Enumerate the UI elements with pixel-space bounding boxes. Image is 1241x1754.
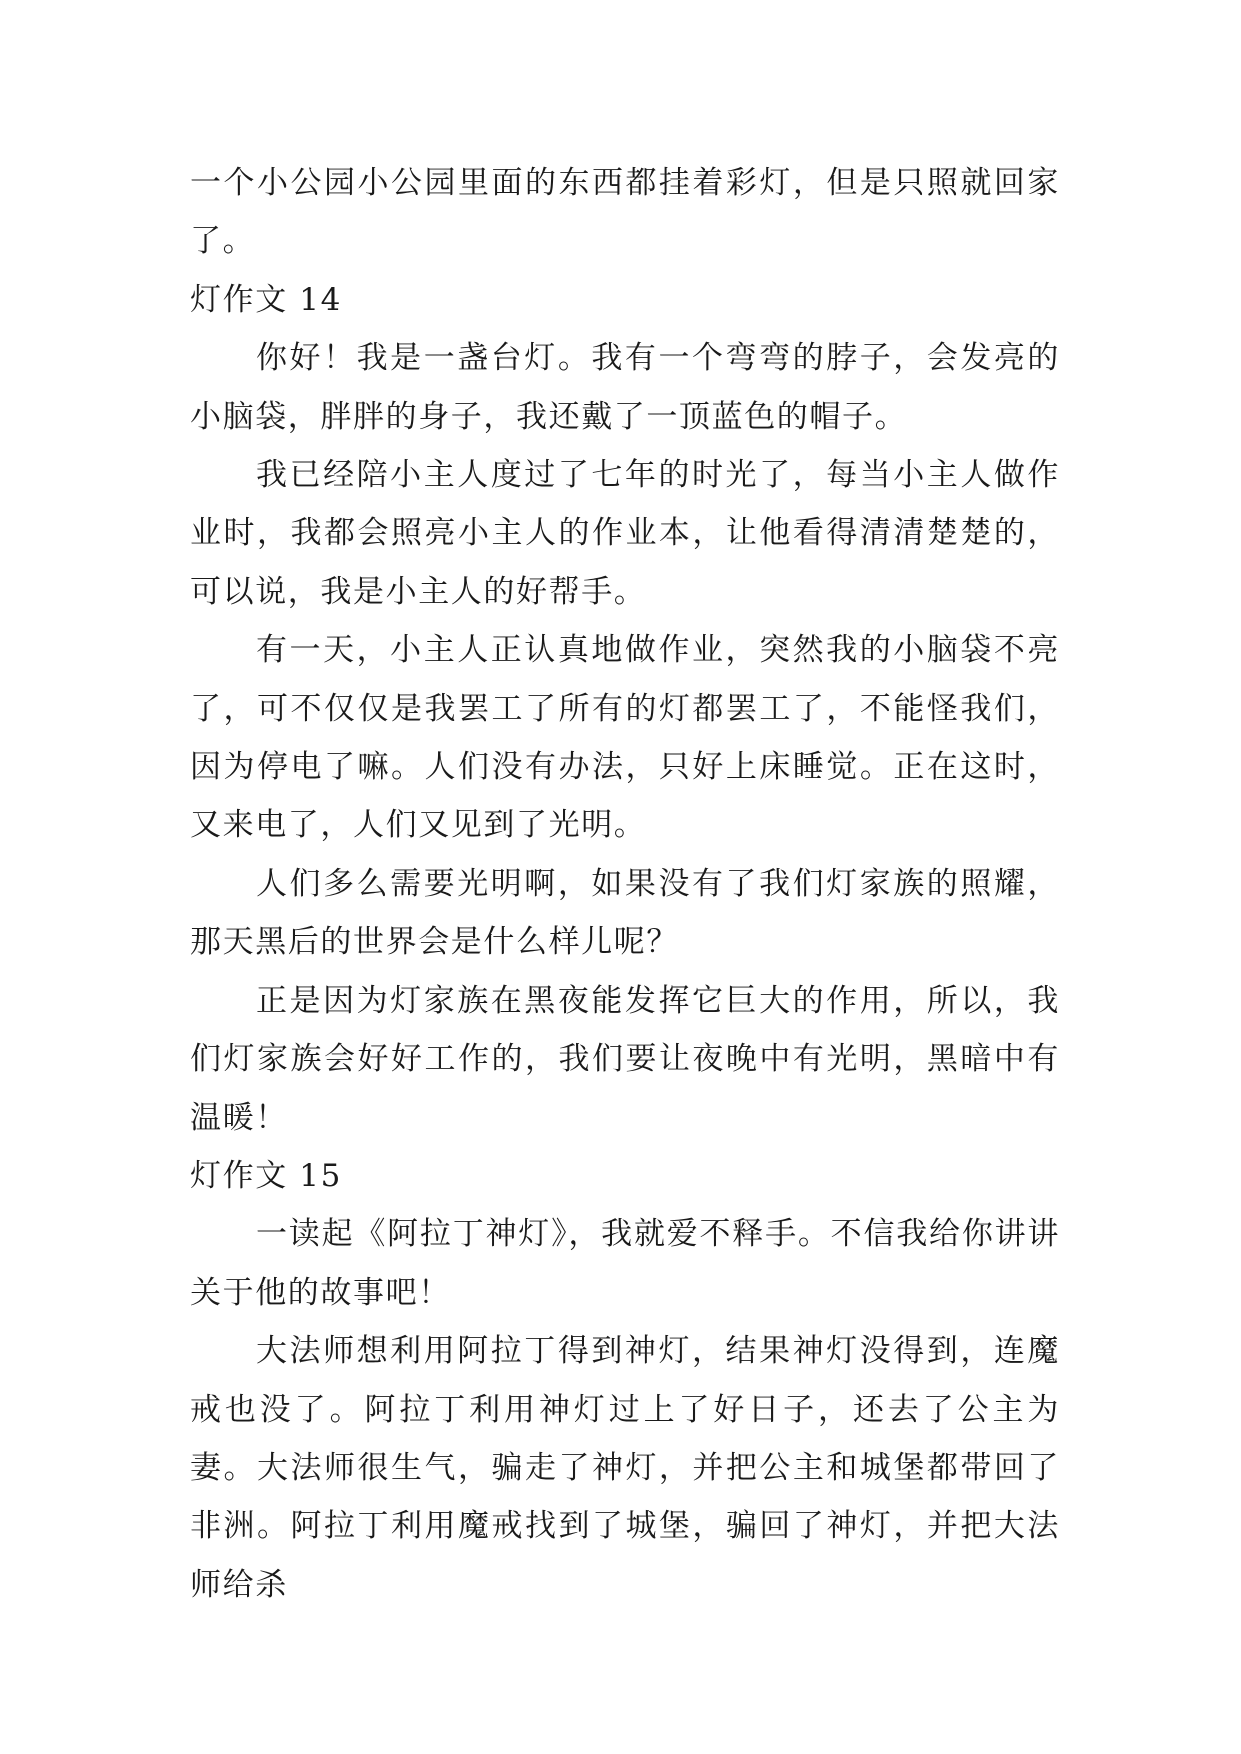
paragraph: 正是因为灯家族在黑夜能发挥它巨大的作用，所以，我们灯家族会好好工作的，我们要让夜晚中有光明，黑暗中有温暖！: [190, 982, 1060, 1136]
paragraph: 大法师想利用阿拉丁得到神灯，结果神灯没得到，连魔戒也没了。阿拉丁利用神灯过上了好日子，还去了公主为妻。大法师很生气，骗走了神灯，并把公主和城堡都带回了非洲。阿拉丁利用魔戒找到了城堡，骗回了神灯，并把大法师给杀: [190, 1333, 1060, 1603]
paragraph: 你好！我是一盏台灯。我有一个弯弯的脖子，会发亮的小脑袋，胖胖的身子，我还戴了一顶蓝色的帽子。: [190, 340, 1060, 435]
paragraph: 我已经陪小主人度过了七年的时光了，每当小主人做作业时，我都会照亮小主人的作业本，让他看得清清楚楚的，可以说，我是小主人的好帮手。: [190, 457, 1060, 610]
section-heading: 灯作文 15: [190, 1157, 342, 1194]
paragraph: 一读起《阿拉丁神灯》，我就爱不释手。不信我给你讲讲关于他的故事吧！: [190, 1216, 1060, 1311]
document-body: [190, 154, 1060, 1614]
paragraph: 有一天，小主人正认真地做作业，突然我的小脑袋不亮了，可不仅仅是我罢工了所有的灯都罢工了，不能怪我们，因为停电了嘛。人们没有办法，只好上床睡觉。正在这时，又来电了，人们又见到了光明。: [190, 632, 1060, 844]
paragraph: 一个小公园小公园里面的东西都挂着彩灯，但是只照就回家了。: [190, 165, 1060, 260]
paragraph: 人们多么需要光明啊，如果没有了我们灯家族的照耀，那天黑后的世界会是什么样儿呢？: [190, 865, 1060, 961]
section-heading: 灯作文 14: [190, 281, 342, 318]
